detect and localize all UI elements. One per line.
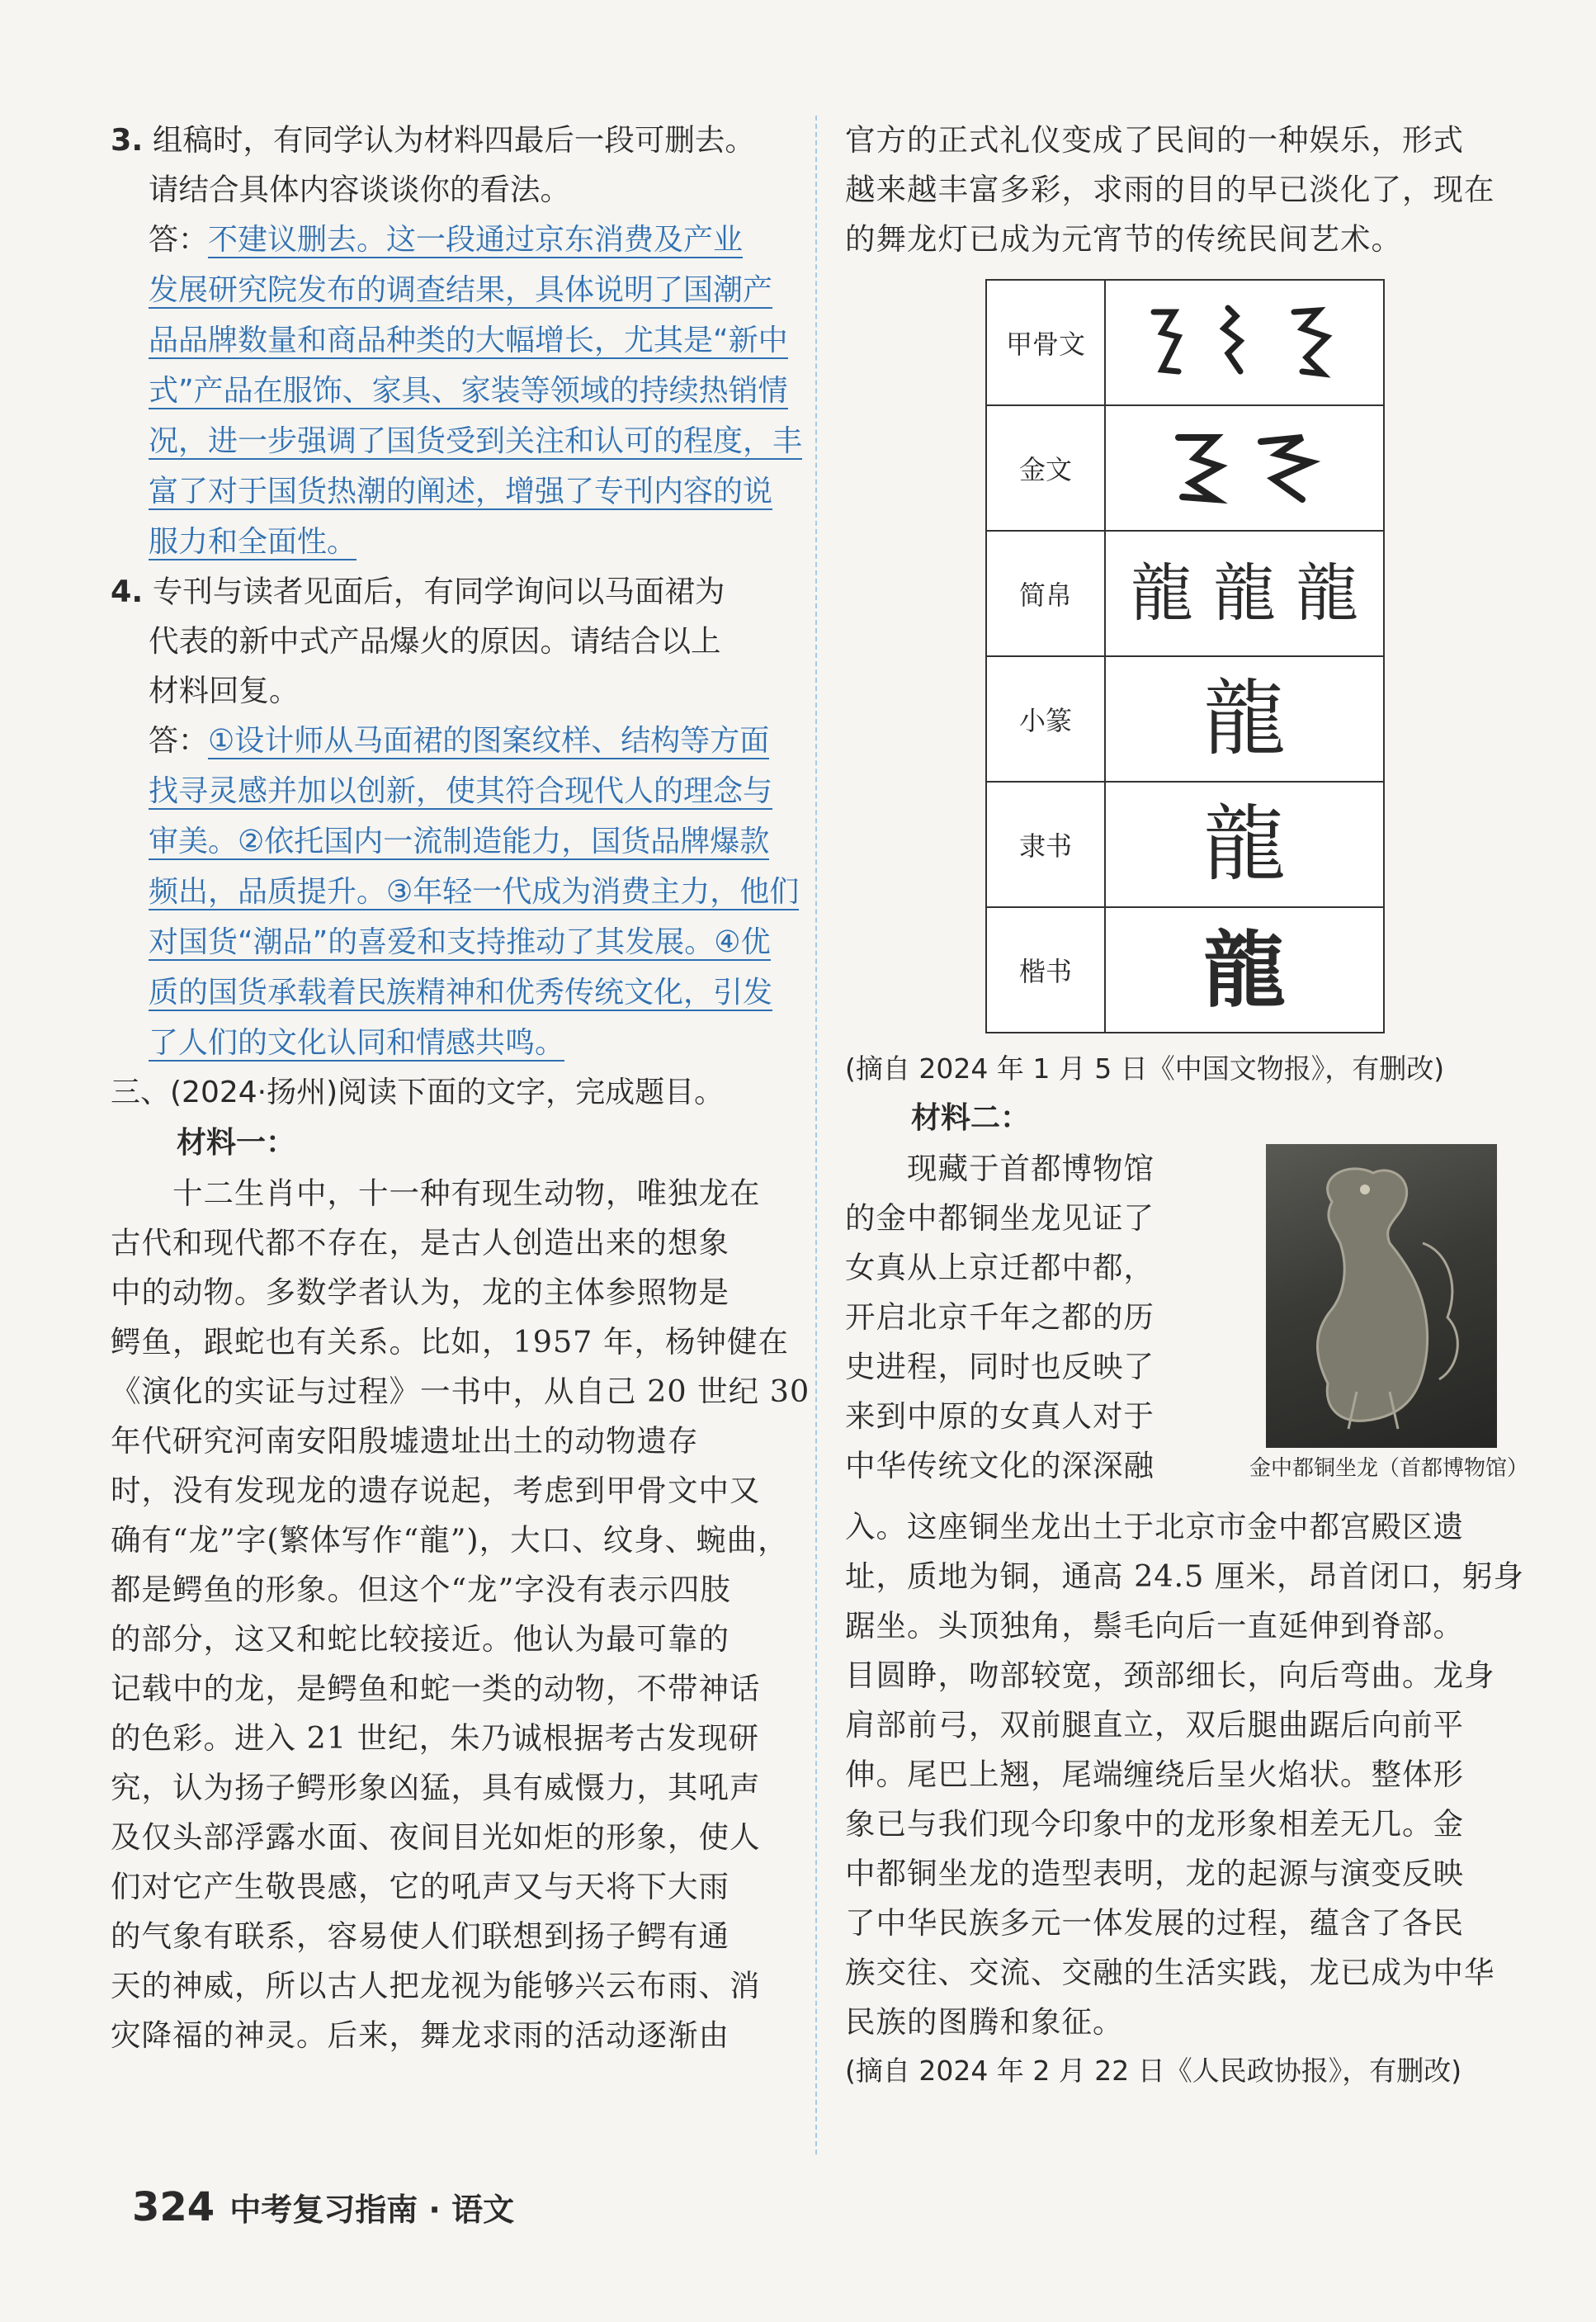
paragraph-line: 的部分，这又和蛇比较接近。他认为最可靠的: [111, 1621, 730, 1657]
answer-line: 审美。②依托国内一流制造能力，国货品牌爆款: [149, 825, 770, 858]
dragon-script-table: [985, 279, 1385, 1033]
paragraph-line: 天的神威，所以古人把龙视为能够兴云布雨、消: [111, 1968, 761, 2003]
script-type-label: 甲骨文: [986, 280, 1105, 405]
section-heading: 三、(2024·扬州)阅读下面的文字，完成题目。: [111, 1076, 725, 1109]
script-glyph-cell: [1105, 782, 1384, 907]
oracle-bone-dragon-glyphs: [1137, 296, 1352, 386]
paragraph-line: 现藏于首都博物馆: [845, 1151, 1155, 1186]
answer-line: 富了对于国货热潮的阐述，增强了专刊内容的说: [149, 475, 773, 508]
material-1-body: [111, 1169, 810, 2060]
left-column: [111, 116, 810, 2060]
material-1-heading: 材料一：: [177, 1126, 296, 1160]
script-glyph-cell: [1105, 280, 1384, 405]
answer-line: 了人们的文化认同和情感共鸣。: [149, 1026, 565, 1060]
paragraph-line: 《演化的实证与过程》一书中，从自己 20 世纪 30: [111, 1374, 810, 1409]
regular-dragon-glyph: 龍: [1203, 921, 1286, 1019]
answer-line: 服力和全面性。: [149, 525, 357, 559]
paragraph-line: 伸。尾巴上翘，尾端缠绕后呈火焰状。整体形: [845, 1757, 1464, 1792]
paragraph-line: 时，没有发现龙的遗存说起，考虑到甲骨文中又: [111, 1473, 761, 1508]
question-number: 3.: [111, 122, 144, 158]
paragraph-line: 确有“龙”字(繁体写作“龍”)，大口、纹身、蜿曲，: [111, 1522, 789, 1558]
page-number: 324: [132, 2184, 215, 2230]
answer-line: 找寻灵感并加以创新，使其符合现代人的理念与: [149, 774, 773, 808]
paragraph-line: 的金中都铜坐龙见证了: [845, 1200, 1155, 1236]
answer-line: 式”产品在服饰、家具、家装等领域的持续热销情: [149, 374, 788, 408]
paragraph-line: 女真从上京迁都中都，: [845, 1250, 1155, 1285]
answer-line: 发展研究院发布的调查结果，具体说明了国潮产: [149, 273, 773, 307]
paragraph-line: 都是鳄鱼的形象。但这个“龙”字没有表示四肢: [111, 1572, 731, 1607]
paragraph-line: 记载中的龙，是鳄鱼和蛇一类的动物，不带神话: [111, 1671, 761, 1706]
question-3: [111, 116, 803, 567]
paragraph-line: 中都铜坐龙的造型表明，龙的起源与演变反映: [845, 1856, 1464, 1891]
table-row: [986, 531, 1384, 656]
script-glyph-cell: [1105, 405, 1384, 531]
figure-caption: 金中都铜坐龙（首都博物馆）: [1249, 1456, 1529, 1481]
paragraph-line: 及仅头部浮露水面、夜间目光如炬的形象，使人: [111, 1819, 761, 1855]
question-text: 材料回复。: [149, 673, 300, 708]
script-type-label: 隶书: [986, 782, 1105, 907]
paragraph-line: 开启北京千年之都的历: [845, 1299, 1155, 1335]
material-2-wrap-block: [845, 1144, 1529, 1502]
bamboo-silk-dragon-glyphs: 龍 龍 龍: [1130, 556, 1359, 630]
answer-line: ①设计师从马面裙的图案纹样、结构等方面: [208, 724, 770, 758]
paragraph-line: 灾降福的神灵。后来，舞龙求雨的活动逐渐由: [111, 2017, 730, 2053]
paragraph-line: 肩部前弓，双前腿直立，双后腿曲踞后向前平: [845, 1707, 1464, 1743]
paragraph-line: 目圆睁，吻部较宽，颈部细长，向后弯曲。龙身: [845, 1658, 1495, 1693]
paragraph-line: 的气象有联系，容易使人们联想到扬子鳄有通: [111, 1918, 730, 1954]
source-citation: (摘自 2024 年 2 月 22 日《人民政协报》，有删改): [845, 2055, 1462, 2087]
question-number: 4.: [111, 574, 144, 609]
paragraph-line: 官方的正式礼仪变成了民间的一种娱乐，形式: [845, 122, 1464, 158]
script-type-label: 楷书: [986, 907, 1105, 1033]
answer-line: 品品牌数量和商品种类的大幅增长，尤其是“新中: [149, 324, 788, 357]
table-row: [986, 656, 1384, 782]
script-glyph-cell: [1105, 907, 1384, 1033]
paragraph-line: 来到中原的女真人对于: [845, 1398, 1155, 1434]
table-row: [986, 782, 1384, 907]
paragraph-line: 入。这座铜坐龙出土于北京市金中都宫殿区遗: [845, 1509, 1464, 1544]
answer-line: 况，进一步强调了国货受到关注和认可的程度，丰: [149, 424, 803, 458]
paragraph-line: 中的动物。多数学者认为，龙的主体参照物是: [111, 1274, 730, 1310]
paragraph-line: 越来越丰富多彩，求雨的目的早已淡化了，现在: [845, 172, 1495, 207]
table-row: [986, 405, 1384, 531]
paragraph-line: 中华传统文化的深深融: [845, 1448, 1155, 1483]
book-title: 中考复习指南 · 语文: [229, 2192, 515, 2228]
paragraph-line: 们对它产生敬畏感，它的吼声又与天将下大雨: [111, 1869, 730, 1904]
question-text: 组稿时，有同学认为材料四最后一段可删去。: [152, 122, 755, 158]
source-citation: (摘自 2024 年 1 月 5 日《中国文物报》，有删改): [845, 1052, 1445, 1085]
right-column: [845, 116, 1529, 2095]
paragraph-line: 古代和现代都不存在，是古人创造出来的想象: [111, 1225, 730, 1260]
page-footer: [132, 2184, 514, 2230]
paragraph-line: 址，质地为铜，通高 24.5 厘米，昂首闭口，躬身: [845, 1558, 1524, 1594]
script-glyph-cell: [1105, 531, 1384, 656]
paragraph-line: 史进程，同时也反映了: [845, 1349, 1155, 1384]
answer-line: 质的国货承载着民族精神和优秀传统文化，引发: [149, 976, 773, 1010]
material-2-heading: 材料二：: [911, 1101, 1031, 1135]
bronze-dragon-figure: [1249, 1144, 1529, 1482]
material-2-body: [845, 1502, 1522, 2047]
bronze-dragon-photo: [1266, 1144, 1497, 1448]
paragraph-line: 究，认为扬子鳄形象凶猛，具有威慑力，其吼声: [111, 1770, 761, 1805]
answer-line: 不建议删去。这一段通过京东消费及产业: [208, 223, 744, 257]
paragraph-line: 鳄鱼，跟蛇也有关系。比如，1957 年，杨钟健在: [111, 1324, 789, 1360]
script-type-label: 小篆: [986, 656, 1105, 782]
paragraph-line: 的舞龙灯已成为元宵节的传统民间艺术。: [845, 221, 1402, 257]
paragraph-line: 了中华民族多元一体发展的过程，蕴含了各民: [845, 1905, 1464, 1941]
paragraph-line: 族交往、交流、交融的生活实践，龙已成为中华: [845, 1955, 1495, 1990]
question-text: 代表的新中式产品爆火的原因。请结合以上: [149, 623, 721, 659]
question-text: 专刊与读者见面后，有同学询问以马面裙为: [152, 574, 725, 609]
bronze-dragon-silhouette: [1266, 1144, 1497, 1448]
answer-label: 答：: [149, 223, 209, 257]
script-type-label: 金文: [986, 405, 1105, 531]
table-row: [986, 907, 1384, 1033]
answer-line: 对国货“潮品”的喜爱和支持推动了其发展。④优: [149, 925, 771, 959]
script-glyph-cell: [1105, 656, 1384, 782]
paragraph-line: 踞坐。头顶独角，鬃毛向后一直延伸到脊部。: [845, 1608, 1464, 1643]
answer-label: 答：: [149, 724, 209, 758]
paragraph-line: 的色彩。进入 21 世纪，朱乃诚根据考古发现研: [111, 1720, 760, 1756]
bronze-dragon-glyphs: [1154, 421, 1335, 512]
table-row: [986, 280, 1384, 405]
question-text: 请结合具体内容谈谈你的看法。: [149, 172, 570, 207]
paragraph-line: 十二生肖中，十一种有现生动物，唯独龙在: [111, 1175, 761, 1211]
column-divider: [815, 116, 817, 2154]
question-4: [111, 567, 800, 1068]
script-type-label: 简帛: [986, 531, 1105, 656]
small-seal-dragon-glyph: 龍: [1203, 670, 1286, 767]
paragraph-line: 象已与我们现今印象中的龙形象相差无几。金: [845, 1806, 1464, 1842]
answer-line: 频出，品质提升。③年轻一代成为消费主力，他们: [149, 875, 800, 909]
paragraph-line: 民族的图腾和象征。: [845, 2004, 1124, 2040]
clerical-dragon-glyph: 龍: [1203, 796, 1286, 892]
paragraph-line: 年代研究河南安阳殷墟遗址出土的动物遗存: [111, 1423, 699, 1459]
